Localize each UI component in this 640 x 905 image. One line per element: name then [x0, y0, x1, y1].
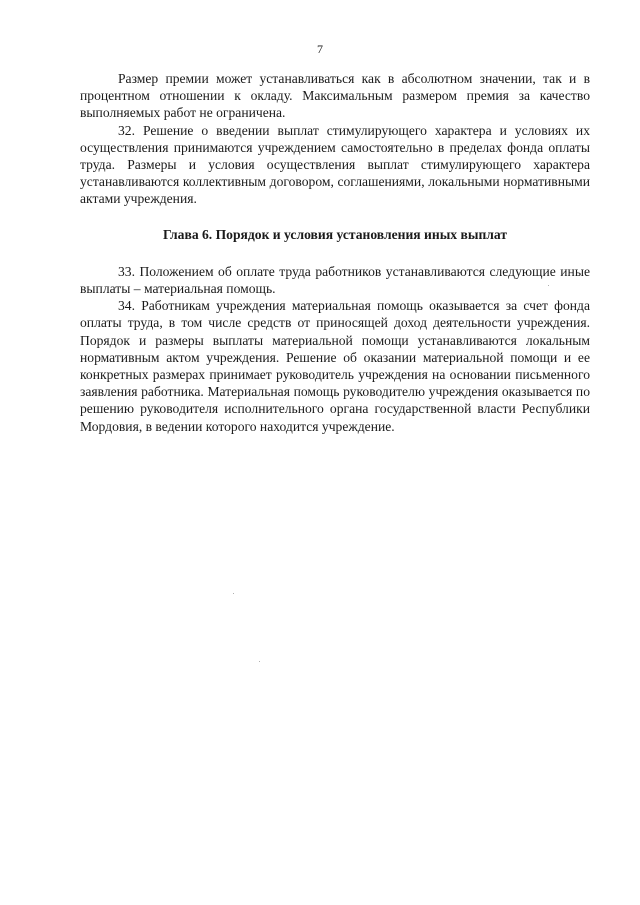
- scan-speck: [259, 661, 260, 662]
- chapter-heading: Глава 6. Порядок и условия установления иных выплат: [162, 226, 508, 242]
- scan-speck: [548, 285, 549, 286]
- paragraph-33: 33. Положением об оплате труда работников устанавливаются следующие иные выплаты – материальная помощь.: [80, 263, 590, 297]
- document-body: [80, 70, 590, 435]
- scan-speck: [233, 593, 234, 594]
- page-number: 7: [317, 42, 323, 56]
- paragraph-32: 32. Решение о введении выплат стимулирующего характера и условиях их осуществления принимаются учреждением самостоятельно в пределах фонда оплаты труда. Размеры и условия осуществления выплат стимулирующего характера устанавливаются коллективным договором, соглашениями, локальными нормативными актами учреждения.: [80, 122, 590, 207]
- paragraph-34: 34. Работникам учреждения материальная помощь оказывается за счет фонда оплаты труда, в том числе средств от приносящей доход деятельности учреждения. Порядок и размеры выплаты материальной помощи устанавливаются локальным нормативным актом учреждения. Решение об оказании материальной помощи и ее конкретных размерах принимает руководитель учреждения на основании письменного заявления работника. Материальная помощь руководителю учреждения оказывается по решению руководителя исполнительного органа государственной власти Республики Мордовия, в ведении которого находится учреждение.: [80, 298, 590, 434]
- paragraph-premium-size: Размер премии может устанавливаться как в абсолютном значении, так и в процентном отношении к окладу. Максимальным размером премия за качество выполняемых работ не ограничена.: [80, 71, 590, 121]
